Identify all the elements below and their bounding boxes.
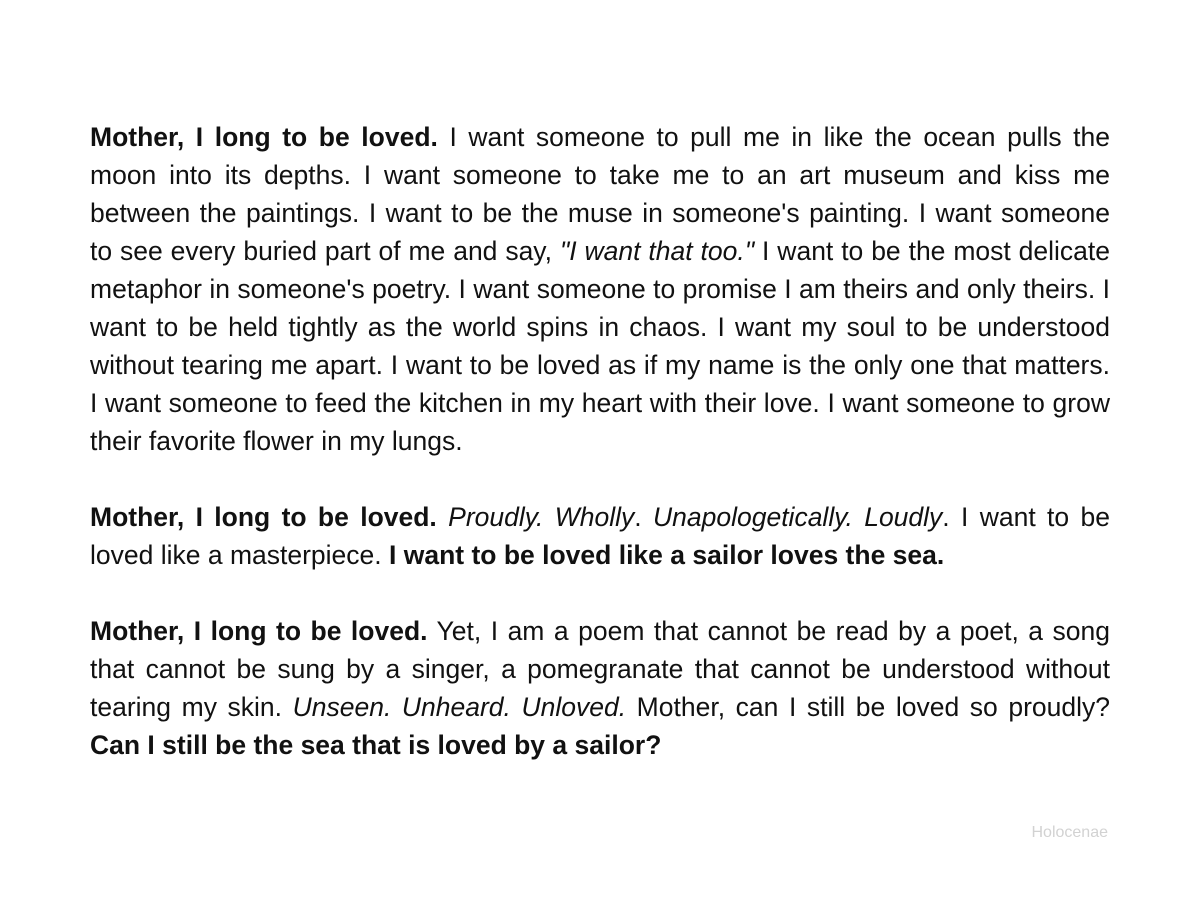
paragraph-3-text-a: Yet, I am a poem that cannot be read by a poet, a song that cannot be sung by a singer, a pomegranate that cannot be understood without tearing my skin. (90, 616, 1110, 722)
paragraph-3-opening: Mother, I long to be loved. (90, 616, 428, 646)
paragraph-1-text-b: I want to be the most delicate metaphor in someone's poetry. I want someone to promise I am theirs and only theirs. I want to be held tightly as the world spins in chaos. I want my soul to be understood without tearing me apart. I want to be loved as if my name is the only one that matters. I want someone to feed the kitchen in my heart with their love. I want someone to grow their favorite flower in my lungs. (90, 236, 1110, 456)
paragraph-2-italic-b: Unapologetically. Loudly (653, 502, 943, 532)
poem-body (90, 118, 1110, 764)
paragraph-2-text-a: . I want to be loved like a masterpiece. (90, 502, 1110, 570)
paragraph-2-italic-a: Proudly. Wholly (448, 502, 635, 532)
author-signature: Holocenae (1031, 824, 1108, 841)
paragraph-1 (90, 118, 1110, 460)
paragraph-1-opening: Mother, I long to be loved. (90, 122, 438, 152)
paragraph-1-quote: "I want that too." (559, 236, 755, 266)
paragraph-2-bold-end: I want to be loved like a sailor loves the sea. (389, 540, 945, 570)
paragraph-2 (90, 498, 1110, 574)
paragraph-3-italic-a: Unseen. Unheard. Unloved. (292, 692, 627, 722)
paragraph-3-text-b: Mother, can I still be loved so proudly? (626, 692, 1110, 722)
paragraph-2-opening: Mother, I long to be loved. (90, 502, 437, 532)
paragraph-3-bold-end: Can I still be the sea that is loved by a sailor? (90, 730, 662, 760)
paragraph-3 (90, 612, 1110, 764)
paragraph-1-text-a: I want someone to pull me in like the ocean pulls the moon into its depths. I want someone to take me to an art museum and kiss me between the paintings. I want to be the muse in someone's painting. I want someone to see every buried part of me and say, (90, 122, 1110, 266)
paragraph-2-dot-a: . (634, 502, 653, 532)
